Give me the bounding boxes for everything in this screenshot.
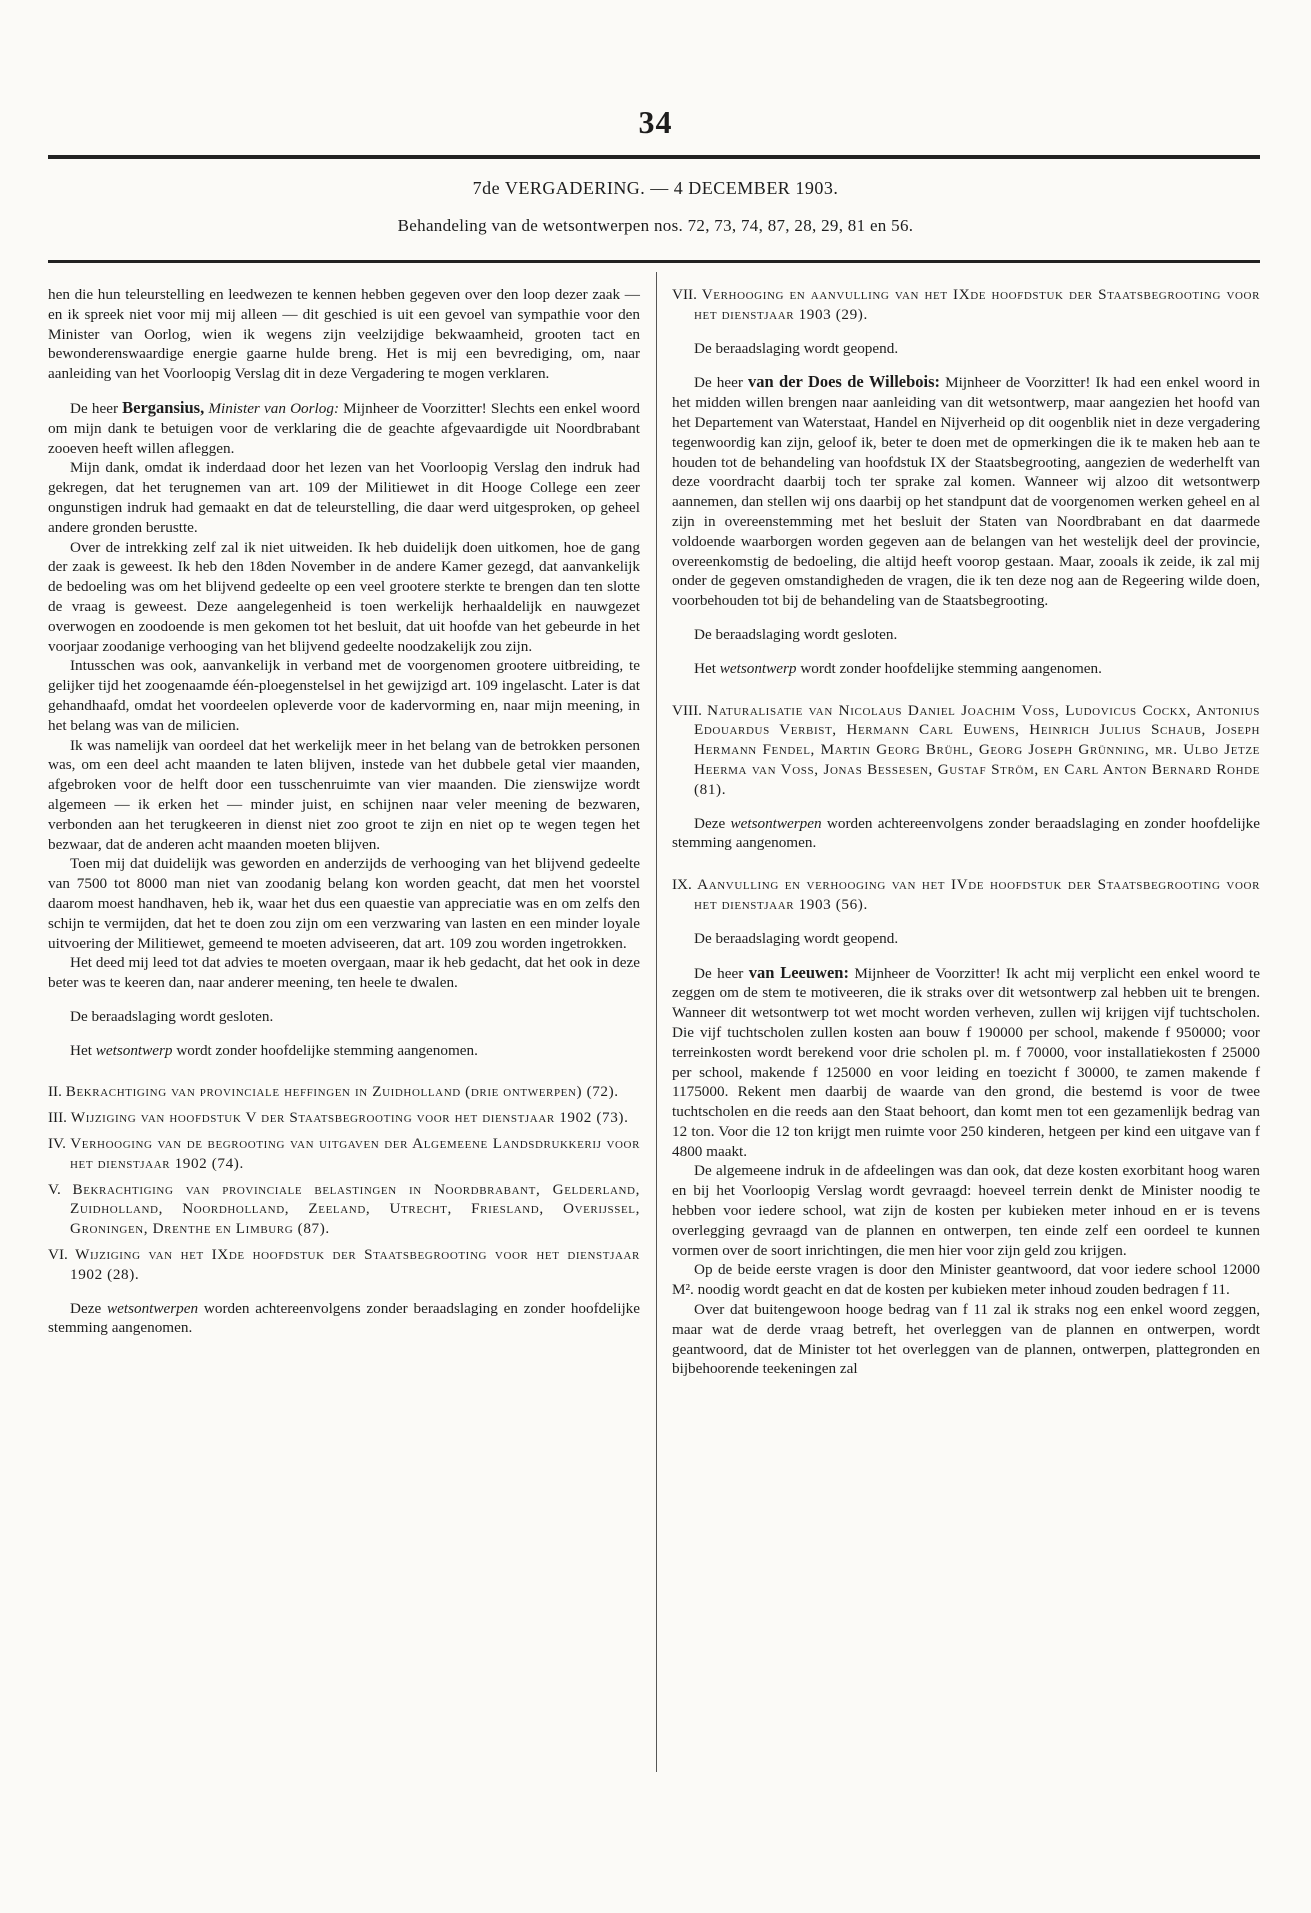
paragraph: De algemeene indruk in de afdeelingen was dan ook, dat deze kosten exorbitant hoog waren en bij het Voorloopig Verslag wordt gevraagd: hoeveel terrein denkt de Minister noodig te hebben voor iedere school, wat zijn de kosten per kubieken meter inhoud en er is tevens overlegging gevraagd van de plannen en ontwerpen, ten einde zelf een oordeel te kunnen vormen over de soort inrichtingen, die men hier voor zijn geld zou krijgen. bbox=[672, 1162, 1260, 1259]
agenda-item: IX. Aanvulling en verhooging van het IVde hoofdstuk der Staatsbegrooting voor het dienstjaar 1903 (56). bbox=[672, 876, 1261, 913]
meeting-subtitle: Behandeling van de wetsontwerpen nos. 72, 73, 74, 87, 28, 29, 81 en 56. bbox=[397, 216, 914, 235]
agenda-item: VIII. Naturalisatie van Nicolaus Daniel Joachim Voss, Ludovicus Cockx, Antonius Edouardus Verbist, Hermann Carl Euwens, Heinrich Julius Schaub, Joseph Hermann Fendel, Martin Georg Brühl, Georg Joseph Grünning, mr. Ulbo Jetze Heerma van Voss, Jonas Bessesen, Gustaf Ström, en Carl Anton Bernard Rohde (81). bbox=[672, 701, 1260, 798]
paragraph: Over de intrekking zelf zal ik niet uitweiden. Ik heb duidelijk doen uitkomen, hoe de gang der zaak is geweest. Ik heb den 18den November in de andere Kamer gezegd, dat aanvankelijk de bedoeling was om het blijvend gedeelte op een veel grootere sterkte te brengen dan ten slotte de vraag is geweest. Deze aangelegenheid is toen werkelijk herhaaldelijk en nauwgezet overwogen en zoodoende is men gekomen tot het besluit, dat uit hoofde van het gebeurde in het voorjaar zoodanige verhooging van het blijvend gedeelte noodzakelijk zou zijn. bbox=[48, 538, 640, 655]
speaker-role: Minister van Oorlog: bbox=[208, 399, 340, 417]
speech-bergansius: De heer Bergansius, Minister van Oorlog: Mijnheer de Voorzitter! Slechts een enkel woord om mijn dank te betuigen voor de verklaring die de geachte afgevaardigde uit Noordbrabant zooeven heeft willen afleggen. bbox=[48, 397, 640, 457]
paragraph: Toen mij dat duidelijk was geworden en anderzijds de verhooging van het blijvend gedeelte van 7500 tot 8000 man niet van zoodanig belang kon worden geacht, dat men het voorstel daarom moest handhaven, heb ik, waar het dus een quaestie van appreciatie was en om zelfs den schijn te vermijden, dat het te doen zou zijn om een verzwaring van lasten en een minder loyale uitvoering der Militiewet, gemeend te moeten adviseeren, dat art. 109 zou worden ingetrokken. bbox=[48, 855, 640, 952]
speech-van-leeuwen: De heer van Leeuwen: Mijnheer de Voorzitter! Ik acht mij verplicht een enkel woord te zeggen om de stem te motiveeren, die ik straks over dit wetsontwerp zal hebben uit te brengen. Wanneer dit wetsontwerp tot wet mocht worden verheven, zullen wij krijgen vijf tuchtscholen. Die vijf tuchtscholen zullen kosten aan bouw f 190000 per school, makende f 950000; voor terreinkosten wordt berekend voor drie scholen pl. m. f 70000, voor installatiekosten f 25000 per school, makende f 125000 en voor leiding en toezicht f 30000, te zamen makende f 1175000. Rekent men daarbij de waarde van den grond, die bestemd is voor de twee tuchtscholen en die reeds aan den Staat behoort, dan komt men tot een gezamenlijk bedrag van 12 ton. Voor die 12 ton krijgt men ruimte voor 250 kinderen, hetgeen per kind een uitgave van f 4800 maakt. bbox=[672, 962, 1261, 1160]
meeting-title: 7de VERGADERING. — 4 DECEMBER 1903. bbox=[472, 178, 839, 198]
paragraph: Over dat buitengewoon hooge bedrag van f 11 zal ik straks nog een enkel woord zeggen, maar wat de derde vraag betreft, het overleggen van de plannen en ontwerpen, wordt geantwoord, dat de Minister tot het overleggen van de plannen, ontwerpen, plattegronden en bijbehoorende teekeningen zal bbox=[672, 1301, 1260, 1378]
paragraph: Het deed mij leed tot dat advies te moeten overgaan, maar ik heb gedacht, dat het ook in deze beter was te keeren dan, naar anderer meening, ten heele te dwalen. bbox=[48, 954, 640, 992]
procedure-note: Het wetsontwerp wordt zonder hoofdelijke stemming aangenomen. bbox=[694, 659, 1102, 677]
procedure-note: De beraadslaging wordt geopend. bbox=[694, 339, 899, 357]
procedure-note: De beraadslaging wordt gesloten. bbox=[70, 1007, 274, 1025]
procedure-note: De beraadslaging wordt geopend. bbox=[694, 929, 899, 947]
paragraph: Ik was namelijk van oordeel dat het werkelijk meer in het belang van de betrokken personen was, om een deel acht maanden te laten blijven, instede van het dubbele getal vier maanden, afgebroken voor de helft door een tusschenruimte van vier maanden. Die zienswijze wordt algemeen — ik erken het — minder juist, en schijnen naar veler meening de bezwaren, verbonden aan het terugkeeren in dienst niet zoo groot te zijn en niet op te wegen tegen het bezwaar, dat de anderen acht maanden moeten blijven. bbox=[48, 736, 640, 853]
right-column bbox=[672, 285, 1260, 1379]
speaker-name: Bergansius, bbox=[122, 397, 205, 417]
agenda-item: II. Bekrachtiging van provinciale heffingen in Zuidholland (drie ontwerpen) (72). bbox=[48, 1083, 619, 1101]
agenda-item: VII. Verhooging en aanvulling van het IXde hoofdstuk der Staatsbegrooting voor het dienstjaar 1903 (29). bbox=[672, 286, 1261, 323]
paragraph: hen die hun teleurstelling en leedwezen te kennen hebben gegeven over den loop dezer zaak — en ik spreek niet voor mij mij alleen — dit geschied is uit een gevoel van sympathie voor den Minister van Oorlog, wien ik wegens zijn veelzijdige bekwaamheid, grooten tact en bewonderenswaardige energie gaarne hulde breng. Het is mij een bevrediging, om, naar aanleiding van het Voorloopig Verslag dit in deze Vergadering te mogen verklaren. bbox=[48, 286, 640, 383]
procedure-note: Deze wetsontwerpen worden achtereenvolgens zonder beraadslaging en zonder hoofdelijke stemming aangenomen. bbox=[672, 814, 1261, 852]
agenda-item: IV. Verhooging van de begrooting van uitgaven der Algemeene Landsdrukkerij voor het dienstjaar 1902 (74). bbox=[48, 1135, 641, 1172]
header-rule-bottom bbox=[48, 260, 1260, 263]
speaker-name: van Leeuwen: bbox=[748, 962, 849, 982]
agenda-item: V. Bekrachtiging van provinciale belastingen in Noordbrabant, Gelderland, Zuidholland, Noordholland, Zeeland, Utrecht, Friesland, Overijssel, Groningen, Drenthe en Limburg (87). bbox=[48, 1180, 640, 1238]
page-number: 34 bbox=[638, 104, 673, 140]
speech-van-der-does: De heer van der Does de Willebois: Mijnheer de Voorzitter! Ik had een enkel woord in het midden willen brengen naar aanleiding van dit wetsontwerp, maar aangezien het hoofd van het Departement van Waterstaat, Handel en Nijverheid op dit oogenblik niet in deze vergadering tegenwoordig kan zijn, geloof ik, beter te doen met de opmerkingen die ik te maken heb aan te houden tot de behandeling van hoofdstuk IX der Staatsbegrooting, aangezien de wederhelft van deze voordracht daarbij toch ter sprake zal komen. Wanneer wij alzoo dit wetsontwerp aannemen, dan stellen wij ons daarbij op het standpunt dat de voorgenomen werken geheel en al zijn in overeenstemming met het besluit der Staten van Noordbrabant en dat daarmede voldoende waarborgen worden gegeven aan de belangen van het westelijk deel der provincie, overeenkomstig de bedoeling, die altijd heeft voorop gestaan. Maar, zooals ik zeide, ik zal mij onder de gegeven omstandigheden de vragen, die ik ten deze nog aan de Regeering wilde doen, voorbehouden tot bij de behandeling van de Staatsbegrooting. bbox=[672, 372, 1260, 610]
paragraph: Op de beide eerste vragen is door den Minister geantwoord, dat voor iedere school 12000 M². noodig wordt geacht en dat de kosten per kubieken meter inhoud zouden bedragen f 11. bbox=[672, 1261, 1260, 1299]
speaker-name: van der Does de Willebois: bbox=[747, 372, 941, 392]
header-rule bbox=[48, 155, 1260, 159]
procedure-note: Deze wetsontwerpen worden achtereenvolgens zonder beraadslaging en zonder hoofdelijke stemming aangenomen. bbox=[48, 1299, 641, 1337]
paragraph: Mijn dank, omdat ik inderdaad door het lezen van het Voorloopig Verslag den indruk had gekregen, dat het terugnemen van art. 109 der Militiewet in dit Hooge College een zeer ongunstigen indruk had gemaakt en dat de teleurstelling, die daar werd uitgesproken, op geheel andere gronden berustte. bbox=[48, 459, 640, 536]
procedure-note: De beraadslaging wordt gesloten. bbox=[694, 625, 898, 643]
agenda-item: VI. Wijziging van het IXde hoofdstuk der Staatsbegrooting voor het dienstjaar 1902 (28). bbox=[48, 1246, 640, 1283]
agenda-item: III. Wijziging van hoofdstuk V der Staatsbegrooting voor het dienstjaar 1902 (73). bbox=[48, 1109, 629, 1127]
column-divider bbox=[656, 272, 657, 1772]
left-column bbox=[48, 285, 640, 1338]
paragraph: Intusschen was ook, aanvankelijk in verband met de voorgenomen grootere uitbreiding, te gelijker tijd het zoogenaamde één-ploegenstelsel in het gewijzigd art. 109 ingelascht. Later is dat gehandhaafd, omdat het voordeelen opleverde voor de kadervorming en, naar mijn meening, in het belang was van de milicien. bbox=[48, 657, 640, 734]
procedure-note: Het wetsontwerp wordt zonder hoofdelijke stemming aangenomen. bbox=[70, 1041, 478, 1059]
